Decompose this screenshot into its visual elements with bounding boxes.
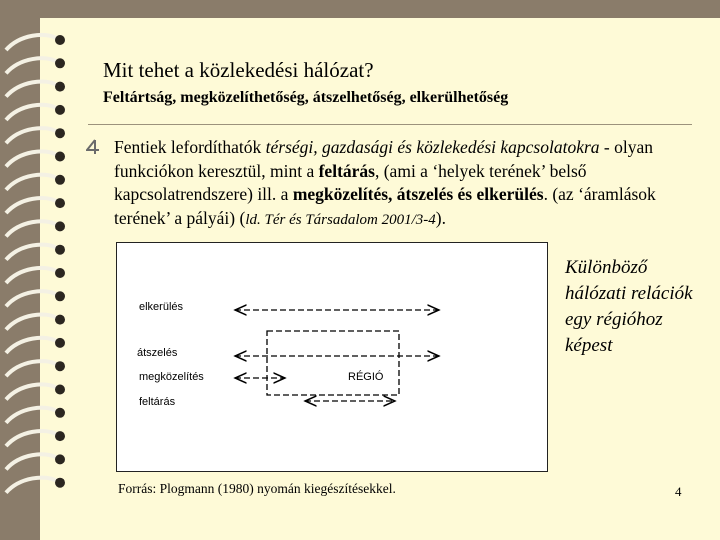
side-caption: Különböző hálózati relációk egy régióhoz képest <box>565 257 693 356</box>
binding-ring <box>6 361 56 376</box>
binding-hole <box>55 58 65 68</box>
body-text-9: ). <box>435 207 446 228</box>
binding-ring <box>6 198 56 213</box>
binding-hole <box>55 198 65 208</box>
binding-hole <box>55 338 65 348</box>
binding-ring <box>6 291 56 306</box>
binding-ring <box>6 221 56 236</box>
binding-ring <box>6 431 56 446</box>
binding-ring <box>6 175 56 190</box>
binding-ring <box>6 268 56 283</box>
binding-ring <box>6 58 56 73</box>
source-note: Forrás: Plogmann (1980) nyomán kiegészítésekkel. <box>118 481 396 496</box>
binding-hole <box>55 82 65 92</box>
label-regio: RÉGIÓ <box>348 371 384 383</box>
binding-ring <box>6 478 56 493</box>
binding-hole <box>55 128 65 138</box>
relations-diagram <box>116 242 548 472</box>
binding-ring <box>6 454 56 469</box>
binding-ring <box>6 128 56 143</box>
binding-hole <box>55 175 65 185</box>
slide-title: Mit tehet a közlekedési hálózat? <box>103 58 374 82</box>
binding-hole <box>55 454 65 464</box>
label-megkozelites: megközelítés <box>139 371 204 383</box>
page-number: 4 <box>675 484 682 499</box>
binding-hole <box>55 291 65 301</box>
slide-subtitle: Feltártság, megközelíthetőség, átszelhetőség, elkerülhetőség <box>103 89 509 106</box>
binding-ring <box>6 151 56 166</box>
body-text-1: Fentiek lefordíthatók <box>114 137 266 157</box>
binding-hole <box>55 385 65 395</box>
binding-ring <box>6 384 56 399</box>
body-text-4: feltárás <box>318 160 375 181</box>
divider-line <box>88 124 692 125</box>
binding-ring <box>6 105 56 120</box>
binding-ring <box>6 81 56 96</box>
body-text-5: , (ami a ‘helyek terének’ belső kapcsolatrendszere) ill. a <box>114 160 587 204</box>
binding-hole <box>55 35 65 45</box>
label-elkerules: elkerülés <box>139 301 184 313</box>
binding-ring <box>6 408 56 423</box>
binding-hole <box>55 478 65 488</box>
bullet-text <box>114 136 694 232</box>
region-box <box>267 331 399 395</box>
body-text-6: megközelítés, átszelés és elkerülés <box>292 184 544 204</box>
label-atszeles: átszelés <box>137 347 178 359</box>
binding-hole <box>55 315 65 325</box>
body-text-7: . (az ‘áramlások terének’ a pályái) ( <box>114 184 656 228</box>
binding-hole <box>55 268 65 278</box>
binding-hole <box>55 361 65 371</box>
body-text-2: térségi, gazdasági és közlekedési kapcsolatokra <box>265 137 600 157</box>
body-text-3: - olyan funkciókon keresztül, mint a <box>114 137 654 181</box>
binding-hole <box>55 408 65 418</box>
binding-hole <box>55 105 65 115</box>
binding-hole <box>55 245 65 255</box>
binding-ring <box>6 35 56 50</box>
binding-hole <box>55 152 65 162</box>
diagram-arrows <box>117 243 547 471</box>
binding-ring <box>6 245 56 260</box>
numeral-4-bullet-icon <box>86 139 100 155</box>
body-text-8: ld. Tér és Társadalom 2001/3-4 <box>245 211 436 228</box>
spiral-binding <box>0 0 80 540</box>
binding-hole <box>55 221 65 231</box>
binding-hole <box>55 431 65 441</box>
binding-ring <box>6 338 56 353</box>
label-feltaras: feltárás <box>139 396 176 408</box>
binding-ring <box>6 314 56 329</box>
